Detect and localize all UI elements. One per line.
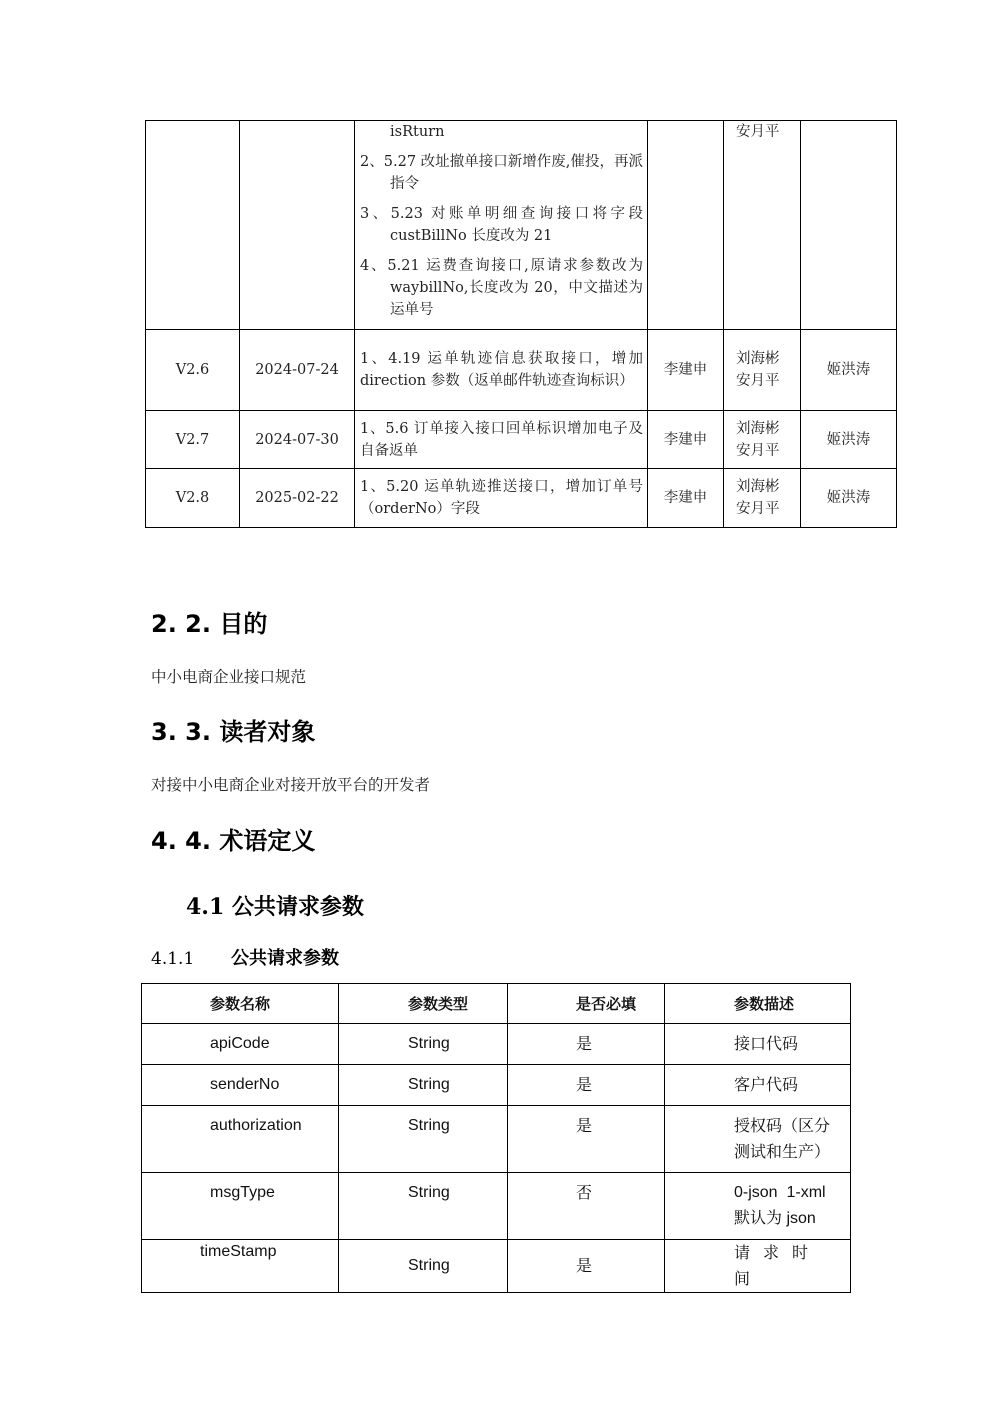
reviewer-cell — [724, 330, 801, 411]
param-description — [665, 1065, 851, 1106]
table-row — [146, 469, 897, 528]
common-params-table — [141, 983, 851, 1293]
date-cell: 2024-07-24 — [240, 330, 355, 411]
param-description — [665, 1106, 851, 1173]
param-name: msgType — [142, 1173, 339, 1240]
reviewer-cell — [724, 469, 801, 528]
param-name: timeStamp — [142, 1240, 339, 1293]
description-cell — [355, 121, 648, 330]
version-cell — [146, 121, 240, 330]
description-cell: 1、5.6 订单接入接口回单标识增加电子及自备返单 — [355, 411, 648, 469]
author-cell: 李建申 — [648, 411, 724, 469]
table-row — [146, 330, 897, 411]
author-cell — [648, 121, 724, 330]
param-required: 是 — [508, 1024, 665, 1065]
param-type: String — [339, 1106, 508, 1173]
table-row — [142, 1173, 851, 1240]
version-cell: V2.6 — [146, 330, 240, 411]
table-row — [142, 1024, 851, 1065]
subsub-number: 4.1.1 — [151, 949, 195, 969]
param-description-line: 测试和生产） — [734, 1142, 831, 1161]
param-description-line: 0-json 1-xml — [734, 1184, 826, 1201]
param-type: String — [339, 1065, 508, 1106]
description-cell: 1、4.19 运单轨迹信息获取接口，增加 direction 参数（返单邮件轨迹查询标识） — [355, 330, 648, 411]
param-required: 否 — [508, 1173, 665, 1240]
date-cell: 2025-02-22 — [240, 469, 355, 528]
header-required: 是否必填 — [508, 984, 665, 1024]
param-required: 是 — [508, 1106, 665, 1173]
header-param-type: 参数类型 — [339, 984, 508, 1024]
date-cell — [240, 121, 355, 330]
approver-cell: 姬洪涛 — [801, 330, 897, 411]
sub-heading: 4.1 公共请求参数 — [186, 894, 364, 920]
param-type: String — [339, 1240, 508, 1293]
param-description-line: 默认为 json — [734, 1210, 816, 1227]
param-description-line: 接口代码 — [734, 1034, 799, 1053]
param-name: senderNo — [142, 1065, 339, 1106]
purpose-heading: 2. 2. 目的 — [151, 610, 268, 638]
version-cell: V2.8 — [146, 469, 240, 528]
table-row — [146, 411, 897, 469]
revision-history-table — [145, 120, 897, 528]
table-row — [142, 1065, 851, 1106]
approver-cell: 姬洪涛 — [801, 469, 897, 528]
param-name: apiCode — [142, 1024, 339, 1065]
reviewer-name: 安月平 — [736, 442, 780, 459]
param-name: authorization — [142, 1106, 339, 1173]
subsub-title: 公共请求参数 — [231, 948, 339, 969]
table-row — [142, 1106, 851, 1173]
param-description — [665, 1173, 851, 1240]
table-row — [142, 1240, 851, 1293]
reviewer-name: 刘海彬 — [736, 479, 780, 495]
description-item: 3、5.23 对账单明细查询接口将字段 custBillNo 长度改为 21 — [360, 206, 643, 244]
reviewer-name: 刘海彬 — [736, 420, 780, 437]
terms-heading: 4. 4. 术语定义 — [151, 827, 316, 855]
reviewer-name: 安月平 — [736, 124, 780, 140]
header-description: 参数描述 — [665, 984, 851, 1024]
author-cell: 李建申 — [648, 469, 724, 528]
param-type: String — [339, 1173, 508, 1240]
param-description — [665, 1024, 851, 1065]
purpose-text: 中小电商企业接口规范 — [151, 668, 307, 686]
param-description-line: 客户代码 — [734, 1075, 799, 1094]
reviewer-cell — [724, 411, 801, 469]
reviewer-name: 安月平 — [736, 501, 780, 517]
param-required: 是 — [508, 1065, 665, 1106]
param-description-line: 请求时间 — [734, 1243, 822, 1288]
audience-text: 对接中小电商企业对接开放平台的开发者 — [151, 776, 431, 794]
description-cell: 1、5.20 运单轨迹推送接口，增加订单号（orderNo）字段 — [355, 469, 648, 528]
description-line: isRturn — [390, 124, 445, 140]
subsub-heading — [151, 944, 339, 970]
table-header-row — [142, 984, 851, 1024]
header-param-name: 参数名称 — [142, 984, 339, 1024]
description-item: 2、5.27 改址撤单接口新增作废,催投，再派指令 — [360, 154, 643, 192]
approver-cell: 姬洪涛 — [801, 411, 897, 469]
date-cell: 2024-07-30 — [240, 411, 355, 469]
reviewer-cell — [724, 121, 801, 330]
table-row — [146, 121, 897, 330]
param-description — [665, 1240, 851, 1293]
param-required: 是 — [508, 1240, 665, 1293]
approver-cell — [801, 121, 897, 330]
reviewer-name: 刘海彬 — [736, 351, 780, 367]
audience-heading: 3. 3. 读者对象 — [151, 718, 316, 746]
author-cell: 李建申 — [648, 330, 724, 411]
version-cell: V2.7 — [146, 411, 240, 469]
description-item: 4、5.21 运费查询接口,原请求参数改为 waybillNo,长度改为 20，中文描述为运单号 — [360, 258, 643, 318]
reviewer-name: 安月平 — [736, 373, 780, 389]
param-type: String — [339, 1024, 508, 1065]
param-description-line: 授权码（区分 — [734, 1116, 831, 1135]
